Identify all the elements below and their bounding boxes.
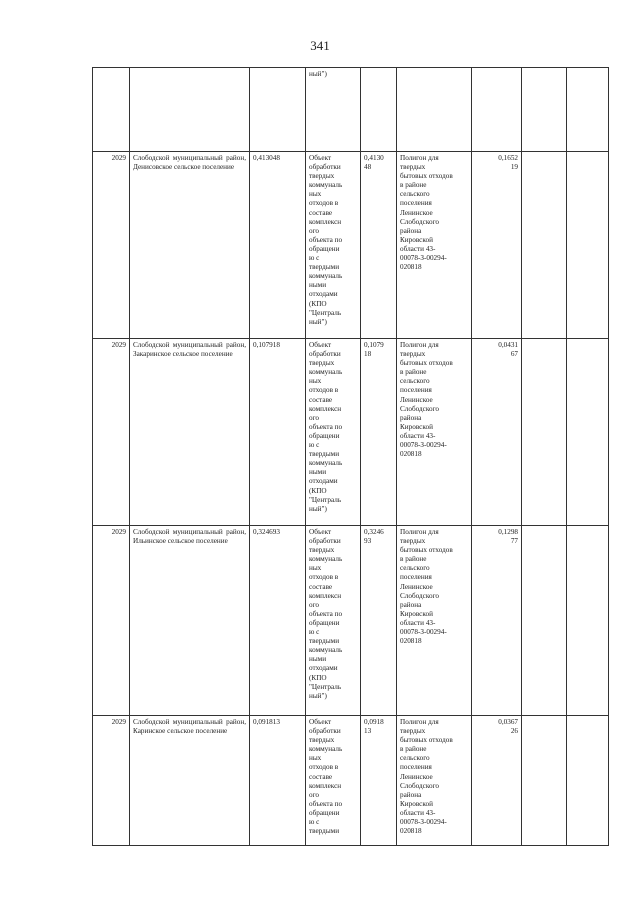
cell-destination: Полигон для твердых бытовых отходов в районе сельского поселения Ленинское Слободского района Кировской области 43- 00078-З-00294- 020818: [397, 716, 472, 846]
cell-mass: 0,324693: [250, 526, 306, 716]
cell-year: 2029: [93, 152, 130, 339]
page-number: 341: [310, 38, 330, 53]
cell-object: Объект обработки твердых коммуналь ных отходов в составе комплексн ого объекта по обращени ю с твердыми коммуналь ными отходами (КПО "Централь ный"): [306, 152, 361, 339]
cell-mass2: 0,3246 93: [361, 526, 397, 716]
cell-empty-1: [522, 152, 567, 339]
cell-destination: [397, 68, 472, 152]
cell-year: 2029: [93, 716, 130, 846]
cell-municipality: [130, 68, 250, 152]
cell-empty-1: [522, 716, 567, 846]
cell-mass2: [361, 68, 397, 152]
cell-mass3: 0,0367 26: [472, 716, 522, 846]
waste-flow-table: [92, 67, 609, 846]
cell-mass: [250, 68, 306, 152]
cell-mass2: 0,0918 13: [361, 716, 397, 846]
cell-municipality: Слободской муниципальный район, Каринское сельское поселение: [130, 716, 250, 846]
cell-empty-1: [522, 526, 567, 716]
cell-mass: 0,107918: [250, 339, 306, 526]
cell-empty-2: [567, 152, 609, 339]
cell-municipality: Слободской муниципальный район, Ильинское сельское поселение: [130, 526, 250, 716]
cell-year: 2029: [93, 526, 130, 716]
cell-mass2: 0,4130 48: [361, 152, 397, 339]
cell-year: 2029: [93, 339, 130, 526]
cell-empty-2: [567, 526, 609, 716]
cell-destination: Полигон для твердых бытовых отходов в районе сельского поселения Ленинское Слободского района Кировской области 43- 00078-З-00294- 020818: [397, 526, 472, 716]
cell-mass: 0,413048: [250, 152, 306, 339]
cell-empty-1: [522, 339, 567, 526]
cell-mass: 0,091813: [250, 716, 306, 846]
cell-destination: Полигон для твердых бытовых отходов в районе сельского поселения Ленинское Слободского района Кировской области 43- 00078-З-00294- 020818: [397, 152, 472, 339]
cell-mass3: 0,1652 19: [472, 152, 522, 339]
table-row: [93, 716, 609, 846]
table-row: [93, 526, 609, 716]
table-row: [93, 339, 609, 526]
cell-mass3: 0,1298 77: [472, 526, 522, 716]
cell-empty-2: [567, 68, 609, 152]
cell-empty-2: [567, 339, 609, 526]
cell-municipality: Слободской муниципальный район, Закаринское сельское поселение: [130, 339, 250, 526]
cell-year: [93, 68, 130, 152]
table-row: [93, 152, 609, 339]
cell-object: Объект обработки твердых коммуналь ных отходов в составе комплексн ого объекта по обращени ю с твердыми коммуналь ными отходами (КПО "Централь ный"): [306, 526, 361, 716]
cell-destination: Полигон для твердых бытовых отходов в районе сельского поселения Ленинское Слободского района Кировской области 43- 00078-З-00294- 020818: [397, 339, 472, 526]
cell-mass2: 0,1079 18: [361, 339, 397, 526]
table-row-continuation: [93, 68, 609, 152]
cell-object: Объект обработки твердых коммуналь ных отходов в составе комплексн ого объекта по обращени ю с твердыми: [306, 716, 361, 846]
cell-object: ный"): [306, 68, 361, 152]
cell-mass3: [472, 68, 522, 152]
cell-object: Объект обработки твердых коммуналь ных отходов в составе комплексн ого объекта по обращени ю с твердыми коммуналь ными отходами (КПО "Централь ный"): [306, 339, 361, 526]
cell-municipality: Слободской муниципальный район, Денисовское сельское поселение: [130, 152, 250, 339]
cell-mass3: 0,0431 67: [472, 339, 522, 526]
cell-empty-2: [567, 716, 609, 846]
cell-empty-1: [522, 68, 567, 152]
